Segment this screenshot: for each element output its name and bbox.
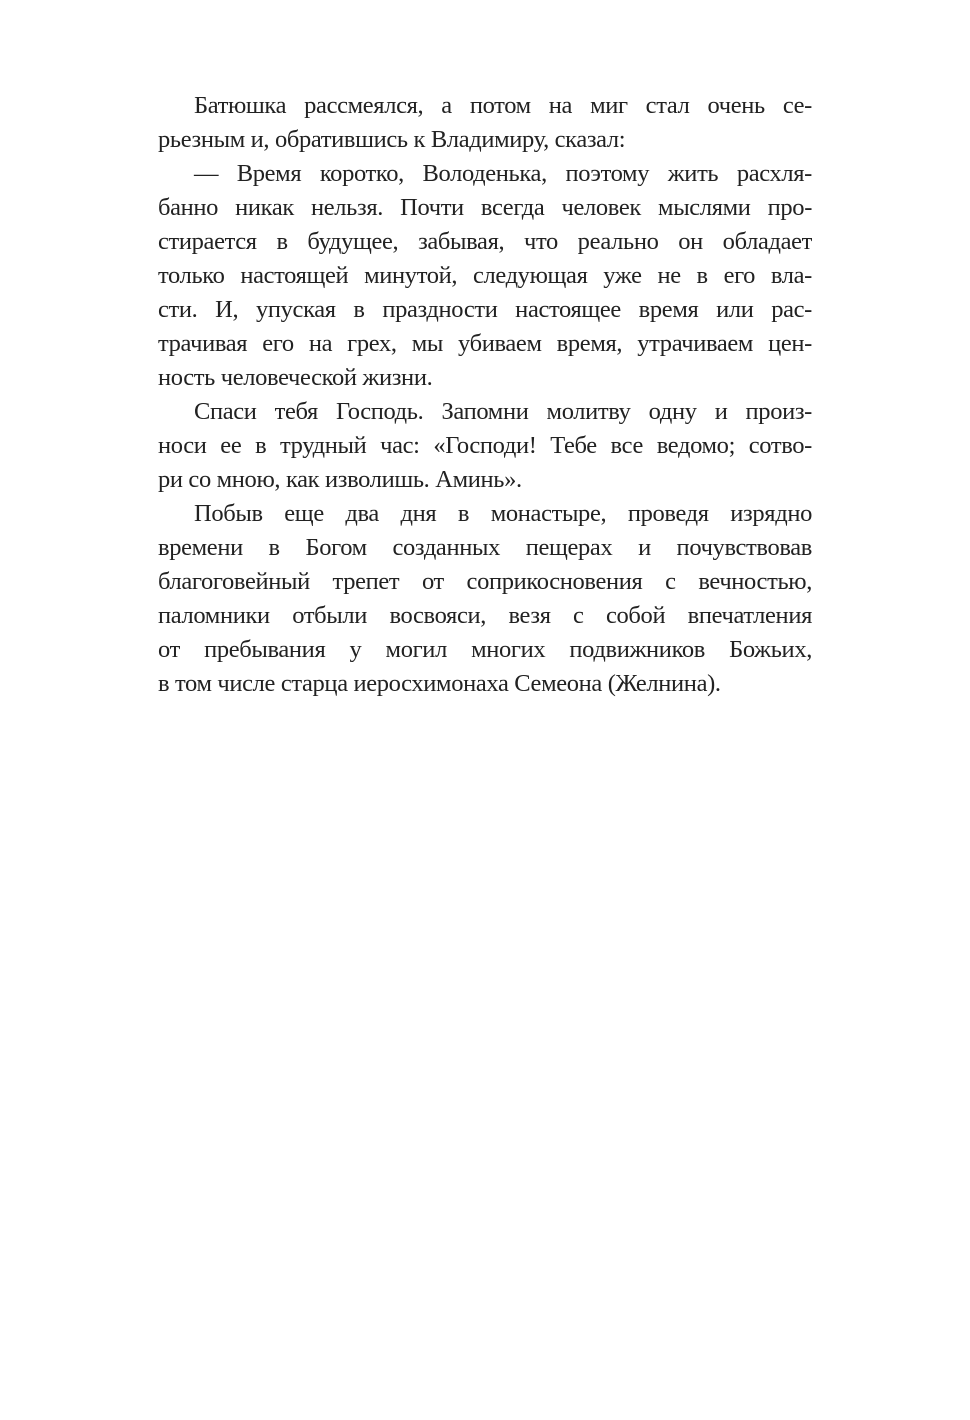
text-line: ность человеческой жизни. [158,364,433,391]
text-line: банно никак нельзя. Почти всегда человек мыслями про- [158,194,812,221]
text-line: времени в Богом созданных пещерах и почувствовав [158,534,812,561]
text-line: — Время коротко, Володенька, поэтому жить расхля- [194,160,812,187]
text-line: ри со мною, как изволишь. Аминь». [158,466,522,493]
text-line: стирается в будущее, забывая, что реально он обладает [158,228,812,255]
text-line: паломники отбыли восвояси, везя с собой впечатления [158,602,812,629]
paragraph-2 [158,157,812,395]
text-line: носи ее в трудный час: «Господи! Тебе все ведомо; сотво- [158,432,812,459]
text-line: трачивая его на грех, мы убиваем время, утрачиваем цен- [158,330,812,357]
text-line: рьезным и, обратившись к Владимиру, сказал: [158,126,626,153]
text-line: благоговейный трепет от соприкосновения с вечностью, [158,568,812,595]
page-body [158,89,812,701]
text-line: Батюшка рассмеялся, а потом на миг стал очень се- [194,92,812,119]
paragraph-1 [158,89,812,157]
text-line: сти. И, упуская в праздности настоящее время или рас- [158,296,812,323]
text-line: только настоящей минутой, следующая уже не в его вла- [158,262,812,289]
text-line: в том числе старца иеросхимонаха Семеона (Желнина). [158,670,721,697]
text-line: Побыв еще два дня в монастыре, проведя изрядно [194,500,812,527]
text-line: от пребывания у могил многих подвижников Божьих, [158,636,812,663]
paragraph-3 [158,395,812,497]
text-line: Спаси тебя Господь. Запомни молитву одну и произ- [194,398,812,425]
paragraph-4 [158,497,812,701]
